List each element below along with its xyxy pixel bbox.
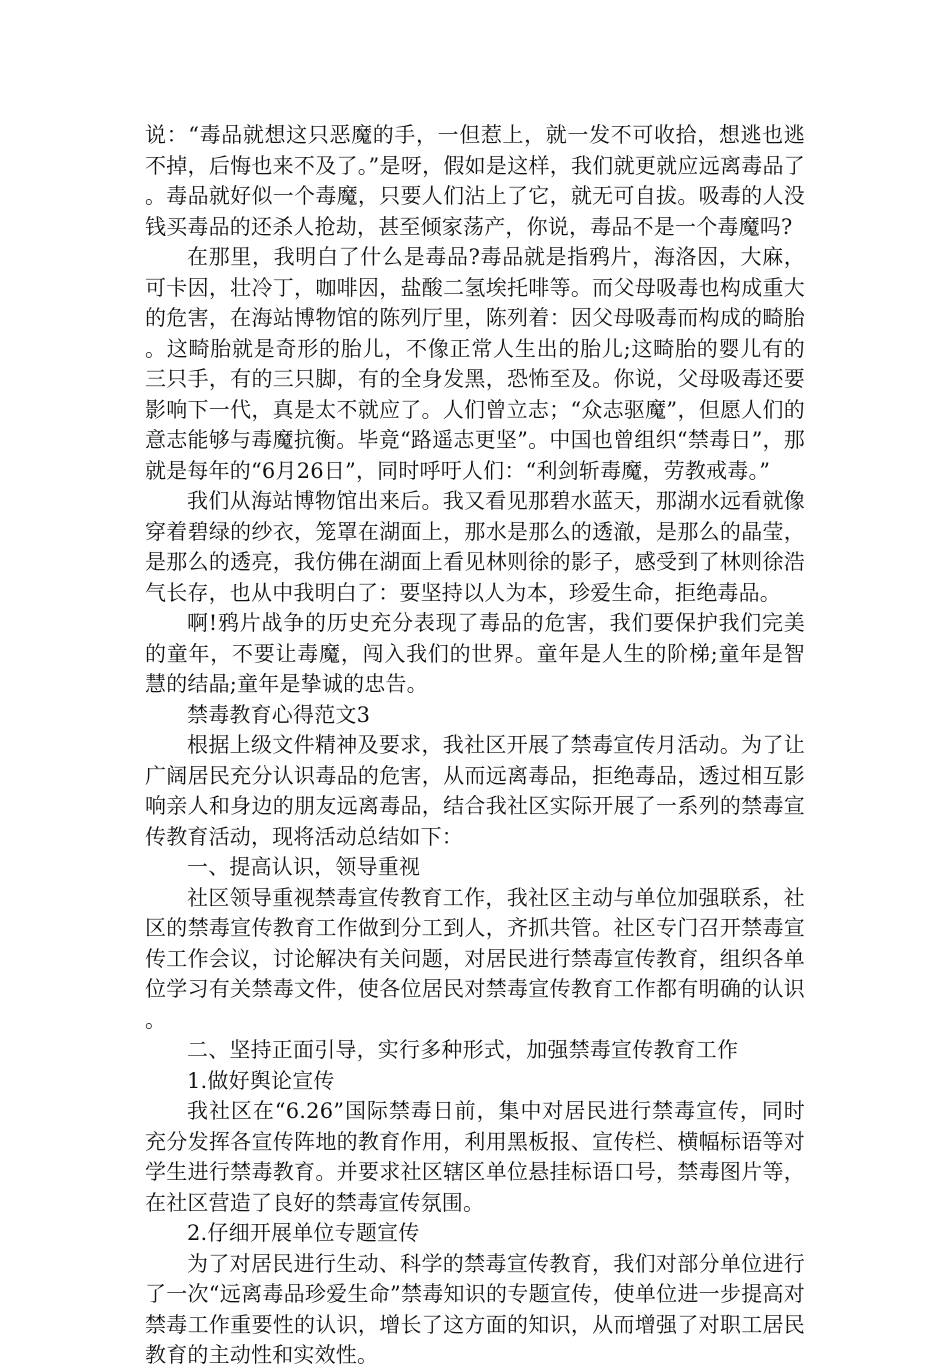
subsection-heading: 2.仔细开展单位专题宣传 <box>187 1221 420 1245</box>
section-heading: 一、提高认识，领导重视 <box>187 855 421 879</box>
body-paragraph: 为了对居民进行生动、科学的禁毒宣传教育，我们对部分单位进行了一次“远离毒品珍爱生命”禁毒知识的专题宣传，使单位进一步提高对禁毒工作重要性的认识，增长了这方面的知识，从而增强了对职工居民教育的主动性和实效性。 <box>145 1251 805 1367</box>
body-paragraph: 根据上级文件精神及要求，我社区开展了禁毒宣传月活动。为了让广阔居民充分认识毒品的危害，从而远离毒品，拒绝毒品，透过相互影响亲人和身边的朋友远离毒品，结合我社区实际开展了一系列的禁毒宣传教育活动，现将活动总结如下： <box>145 733 805 849</box>
body-paragraph: 说：“毒品就想这只恶魔的手，一但惹上，就一发不可收拾，想逃也逃不掉，后悔也来不及了。”是呀，假如是这样，我们就更就应远离毒品了。毒品就好似一个毒魔，只要人们沾上了它，就无可自拔。吸毒的人没钱买毒品的还杀人抢劫，甚至倾家荡产，你说，毒品不是一个毒魔吗? <box>145 123 805 239</box>
body-paragraph: 啊!鸦片战争的历史充分表现了毒品的危害，我们要保护我们完美的童年，不要让毒魔，闯入我们的世界。童年是人生的阶梯;童年是智慧的结晶;童年是挚诚的忠告。 <box>145 611 805 696</box>
body-paragraph: 我们从海站博物馆出来后。我又看见那碧水蓝天，那湖水远看就像穿着碧绿的纱衣，笼罩在湖面上，那水是那么的透澈，是那么的晶莹，是那么的透亮，我仿佛在湖面上看见林则徐的影子，感受到了林则徐浩气长存，也从中我明白了：要坚持以人为本，珍爱生命，拒绝毒品。 <box>145 489 805 605</box>
body-paragraph: 我社区在“6.26”国际禁毒日前，集中对居民进行禁毒宣传，同时充分发挥各宣传阵地的教育作用，利用黑板报、宣传栏、横幅标语等对学生进行禁毒教育。并要求社区辖区单位悬挂标语口号，禁毒图片等，在社区营造了良好的禁毒宣传氛围。 <box>145 1099 805 1215</box>
section-heading: 二、坚持正面引导，实行多种形式，加强禁毒宣传教育工作 <box>187 1038 739 1062</box>
document-page <box>145 120 805 1371</box>
section-title: 禁毒教育心得范文3 <box>187 702 371 727</box>
body-paragraph: 社区领导重视禁毒宣传教育工作，我社区主动与单位加强联系，社区的禁毒宣传教育工作做到分工到人，齐抓共管。社区专门召开禁毒宣传工作会议，讨论解决有关问题，对居民进行禁毒宣传教育，组织各单位学习有关禁毒文件，使各位居民对禁毒宣传教育工作都有明确的认识。 <box>145 885 805 1032</box>
body-paragraph: 在那里，我明白了什么是毒品?毒品就是指鸦片，海洛因，大麻，可卡因，壮冷丁，咖啡因，盐酸二氢埃托啡等。而父母吸毒也构成重大的危害，在海站博物馆的陈列厅里，陈列着：因父母吸毒而构成的畸胎。这畸胎就是奇形的胎儿，不像正常人生出的胎儿;这畸胎的婴儿有的三只手，有的三只脚，有的全身发黑，恐怖至及。你说，父母吸毒还要影响下一代，真是太不就应了。人们曾立志；“众志驱魔”，但愿人们的意志能够与毒魔抗衡。毕竟“路遥志更坚”。中国也曾组织“禁毒日”，那就是每年的“6月26日”，同时呼吁人们：“利剑斩毒魔，劳教戒毒。” <box>145 245 805 483</box>
subsection-heading: 1.做好舆论宣传 <box>187 1068 335 1093</box>
